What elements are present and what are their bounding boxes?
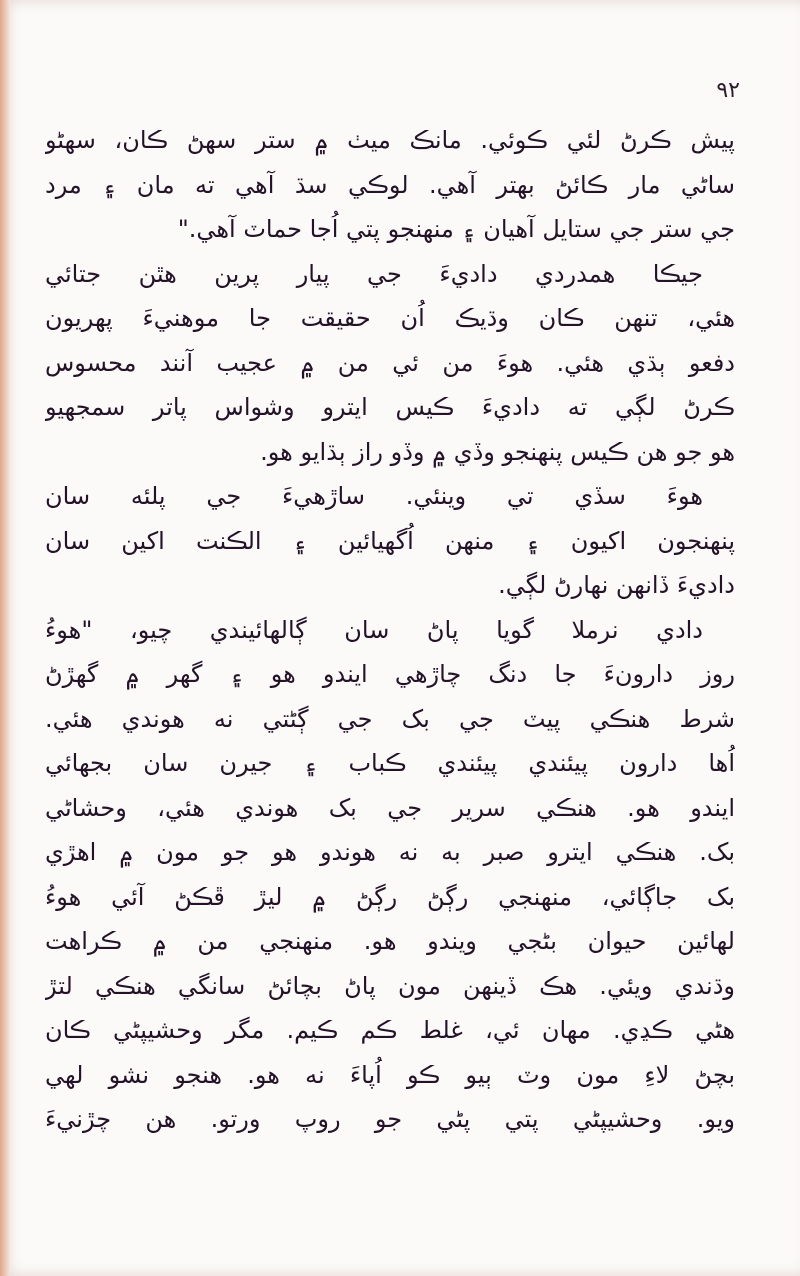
text-line: بچڻ لاءِ مون وٽ ٻيو ڪو اُپاءَ نه هو. هنجو نشو لهي — [45, 1060, 735, 1089]
text-line: هڻي ڪڍي. مهان ئي، غلط ڪم ڪيم. مگر وحشيپڻي ڪان — [45, 1016, 735, 1044]
text-line: ڪرڻ لڳي ته داديءَ ڪيس ايترو وشواس پاتر سمجهيو — [45, 393, 735, 421]
text-line: بک جاڳائي، منهنجي رڳڻ رڳڻ ۾ ليڙ ڦڪڻ آئي هوءُ — [45, 882, 735, 911]
page-number: ٩٢ — [716, 78, 740, 103]
page-binding-edge — [0, 0, 10, 1276]
text-line: هئي، تنهن ڪان وڌيڪ اُن حقيقت جا موهنيءَ پهريون — [45, 304, 735, 332]
text-line: بک. هنڪي ايترو صبر به نه هوندو هو جو مون ۾ اهڙي — [45, 838, 735, 866]
text-line: لهائين حيوان بڻجي ويندو هو. منهنجي من ۾ ڪراهت — [45, 927, 735, 955]
text-line: ويو. وحشيپڻي پتي پڻي جو روپ ورتو. هن چڙنيءَ — [45, 1105, 735, 1133]
text-line: ايندو هو. هنڪي سرير جي بک هوندي هئي، وحشاڻي — [45, 793, 735, 822]
text-line: پنهنجون اکيون ۽ منهن اُگهيائين ۽ الڪنت اکين سان — [45, 526, 735, 555]
text-line: شرط هنڪي پيٽ جي بک جي ڳڻتي نه هوندي هئي. — [45, 704, 735, 733]
body-text — [45, 118, 735, 1142]
text-line: دادي نرملا گويا پاڻ سان ڳالهائيندي چيو، "هوءُ — [45, 615, 703, 644]
text-line: دفعو ٻڌي هئي. هوءَ من ئي من ۾ عجيب آنند محسوس — [45, 348, 735, 377]
text-line: روز دارونءَ جا دنگ چاڙهي ايندو هو ۽ گهر ۾ گهڙڻ — [45, 660, 735, 688]
text-line: جي ستر جي ستايل آهيان ۽ منهنجو پتي اُجا حماٽ آهي." — [177, 215, 735, 243]
text-line: هو جو هن ڪيس پنهنجو وڏي ۾ وڏو راز ٻڌايو هو. — [260, 437, 735, 466]
text-line: هوءَ سڏي تي وينئي. ساڙهيءَ جي پلئه سان — [45, 482, 703, 510]
text-line: اُها دارون پيئندي پيئندي ڪباب ۽ جيرن سان بجهائي — [45, 749, 735, 777]
text-line: داديءَ ڏانهن نهارڻ لڳي. — [498, 571, 735, 599]
text-line: جيڪا همدردي داديءَ جي پيار پرين هٿن جتائي — [45, 259, 703, 288]
text-line: وڌندي ويئي. هڪ ڏينهن مون پاڻ بچائڻ سانگي هنڪي لتڙ — [45, 971, 735, 1000]
text-line: ساڻي مار ڪائڻ بهتر آهي. لوڪي سڌ آهي ته مان ۽ مرد — [45, 170, 735, 199]
text-line: پيش ڪرڻ لئي ڪوئي. مانڪ ميٺ ۾ ستر سهڻ ڪان، سهڻو — [45, 126, 735, 154]
